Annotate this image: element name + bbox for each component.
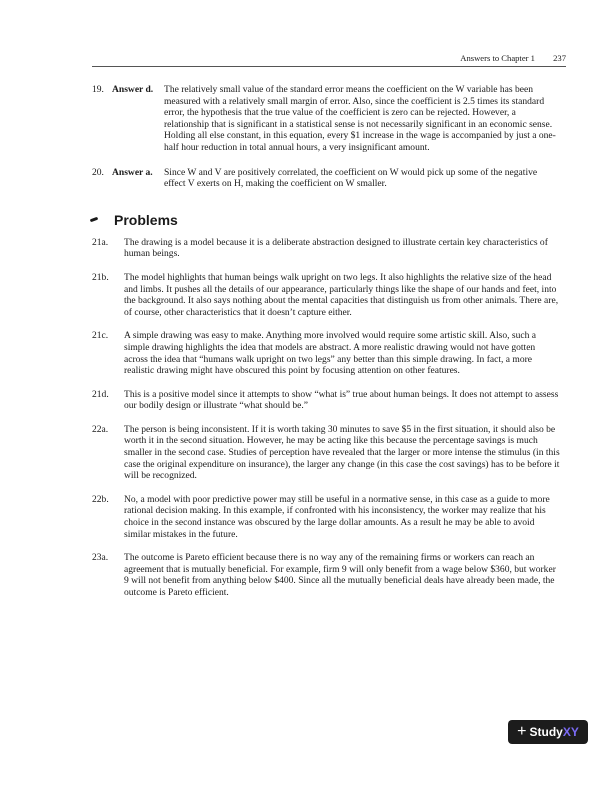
problem-text: This is a positive model since it attempts to show “what is” true about human beings. It does not attempt to assess our bodily design or illustrate “what should be.” [124, 388, 559, 412]
page-content [92, 84, 560, 611]
answer-number: 20. [92, 166, 104, 178]
logo-text-study: Study [529, 725, 563, 739]
chapter-title: Answers to Chapter 1 [460, 53, 535, 63]
studyxy-logo[interactable] [508, 720, 588, 744]
problem-text: The outcome is Pareto efficient because there is no way any of the remaining firms or workers can reach an agreement that is mutually beneficial. For example, firm 9 will only benefit from a wage below $360, but worker 9 will not benefit from anything below $400. Since all the mutually beneficial deals have already been made, the outcome is Pareto efficient. [124, 552, 556, 598]
problem-number: 21b. [92, 271, 109, 283]
problem-number: 23a. [92, 552, 109, 564]
answer-label: Answer a. [112, 166, 153, 178]
problem-item [92, 237, 560, 260]
problem-text: The person is being inconsistent. If it is worth taking 30 minutes to save $5 in the first situation, it should also be worth it in the second situation. However, he may be acting like this because the percentage savings is much smaller in the second case. Studies of perception have revealed that the larger or more intense the stimulus (in this case the original expenditure on insurance), the larger any change (in this case the cost savings) has to be before it will be recognized. [124, 423, 560, 482]
problem-text: A simple drawing was easy to make. Anything more involved would require some artistic skill. Also, such a simple drawing highlights the idea that models are abstract. A more realistic drawing would not have gotten across the idea that “humans walk upright on two legs” any better than this simple drawing. In fact, a more realistic drawing might have obscured this point by focusing attention on other features. [124, 330, 537, 377]
problem-item [92, 424, 560, 482]
answer-item [92, 167, 560, 190]
answer-label: Answer d. [112, 84, 154, 95]
problem-item [92, 494, 560, 540]
problem-item [92, 389, 560, 412]
problem-item [92, 272, 560, 318]
page-header [92, 52, 566, 67]
bullet-icon [90, 217, 99, 223]
problem-number: 21c. [92, 330, 109, 342]
problem-item [92, 330, 560, 376]
page-number: 237 [553, 53, 566, 63]
answer-number: 19. [92, 84, 104, 95]
problem-number: 21a. [92, 236, 109, 248]
problem-number: 22b. [92, 493, 109, 505]
plus-icon: + [517, 723, 527, 740]
problem-number: 21d. [92, 388, 109, 400]
problem-item [92, 552, 560, 598]
problem-text: No, a model with poor predictive power may still be useful in a normative sense, in this case as a guide to more rational decision making. In this example, if confronted with his inconsistency, the worker may realize that his choice in the second instance was obscured by the large dollar amounts. As a result he may be able to avoid similar mistakes in the future. [124, 493, 550, 540]
section-title: Problems [114, 211, 178, 228]
problem-text: The drawing is a model because it is a deliberate abstraction designed to illustrate certain key characteristics of human beings. [124, 236, 548, 260]
logo-text-xy: XY [562, 725, 579, 739]
problem-text: The model highlights that human beings walk upright on two legs. It also highlights the relative size of the head and limbs. It pushes all the details of our appearance, particularly things like the shape of our hands and feet, into the background. It also says nothing about the mental capacities that distinguish us from other animals. There are, of course, other characteristics that it doesn’t capture either. [124, 271, 559, 318]
answer-text: The relatively small value of the standard error means the coefficient on the W variable has been measured with a relatively small margin of error. Also, since the coefficient is 2.5 times its standard error, the hypothesis that the true value of the coefficient is zero can be rejected. However, a relationship that is significant in a statistical sense is not necessarily significant in an economic sense. Holding all else constant, in this equation, every $1 increase in the wage is accompanied by just a one-half hour reduction in total annual hours, a very insignificant amount. [164, 84, 556, 153]
problem-number: 22a. [92, 423, 109, 435]
answer-item [92, 84, 560, 154]
section-heading [90, 212, 560, 228]
answer-text: Since W and V are positively correlated, the coefficient on W would pick up some of the negative effect V exerts on H, making the coefficient on W smaller. [164, 166, 538, 190]
